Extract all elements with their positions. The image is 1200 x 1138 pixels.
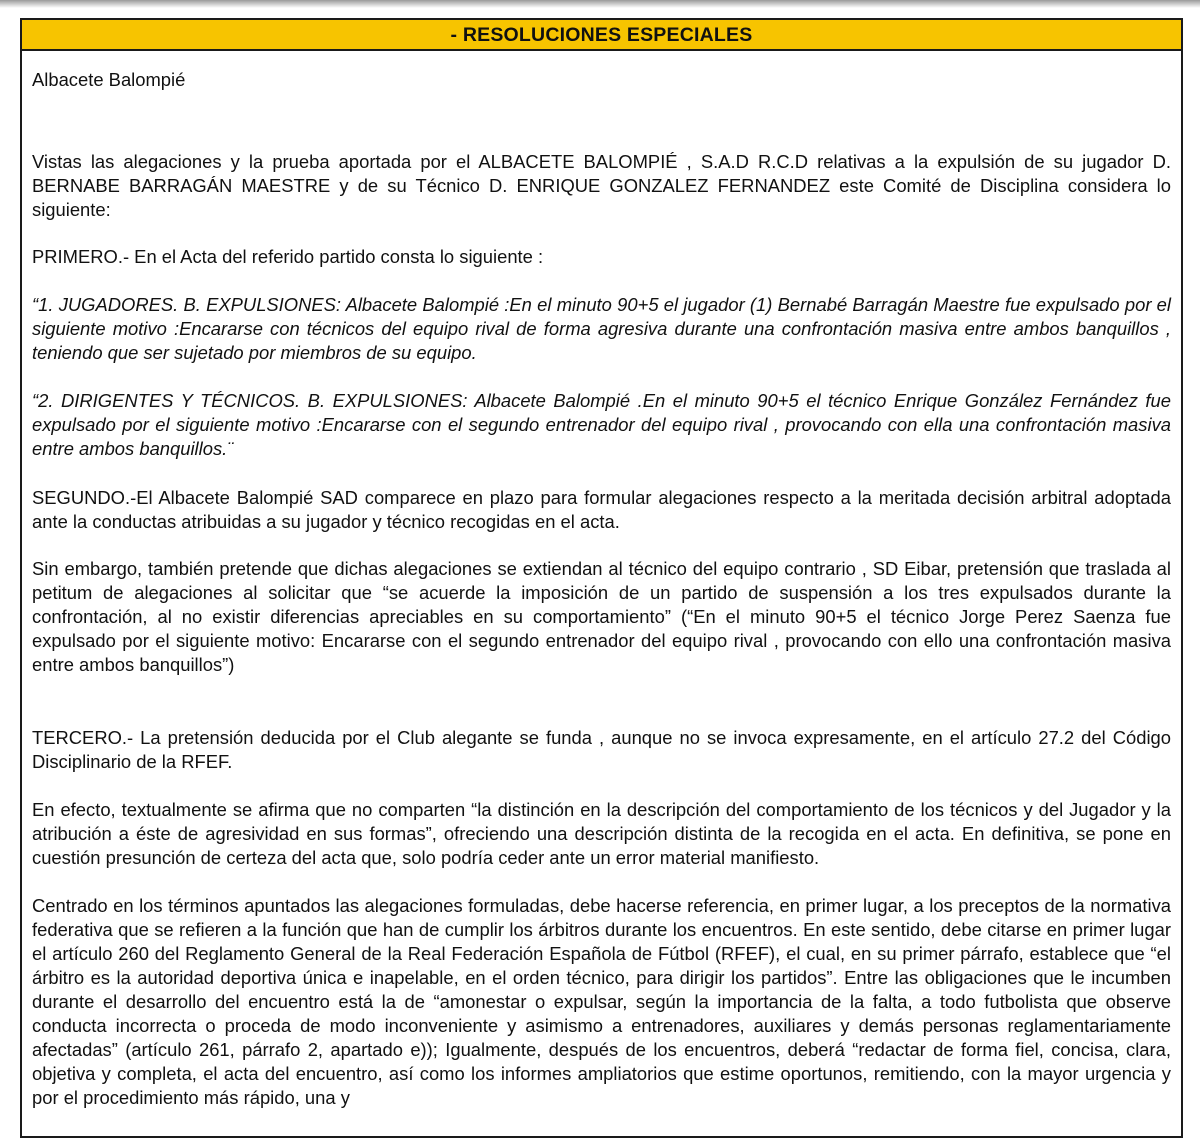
primero-paragraph: PRIMERO.- En el Acta del referido partido consta lo siguiente : <box>32 246 544 267</box>
document-body <box>22 68 1181 1110</box>
segundo-paragraph: SEGUNDO.-El Albacete Balompié SAD comparece en plazo para formular alegaciones respecto a la meritada decisión arbitral adoptada ante la conductas atribuidas a su jugador y técnico recogidas en el acta. <box>32 487 1171 532</box>
window-top-shadow <box>0 0 1200 8</box>
tercero-paragraph: TERCERO.- La pretensión deducida por el Club alegante se funda , aunque no se invoca expresamente, en el artículo 27.2 del Código Disciplinario de la RFEF. <box>32 727 1171 772</box>
centrado-paragraph: Centrado en los términos apuntados las alegaciones formuladas, debe hacerse referencia, en primer lugar, a los preceptos de la normativa federativa que se refieren a la función que han de cumplir los árbitros durante los encuentros. En este sentido, debe citarse en primer lugar el artículo 260 del Reglamento General de la Real Federación Española de Fútbol (RFEF), el cual, en su primer párrafo, establece que “el árbitro es la autoridad deportiva única e inapelable, en el orden técnico, para dirigir los partidos”. Entre las obligaciones que le incumben durante el desarrollo del encuentro está la de “amonestar o expulsar, según la importancia de la falta, a todo futbolista que observe conducta incorrecta o proceda de modo inconveniente y asimismo a entrenadores, auxiliares y demás personas reglamentariamente afectadas” (artículo 261, párrafo 2, apartado e)); Igualmente, después de los encuentros, deberá “redactar de forma fiel, concisa, clara, objetiva y completa, el acta del encuentro, así como los informes ampliatorios que estime oportunos, remitiendo, con la mayor urgencia y por el procedimiento más rápido, una y <box>32 895 1171 1108</box>
en-efecto-paragraph: En efecto, textualmente se afirma que no comparten “la distinción en la descripción del comportamiento de los técnicos y del Jugador y la atribución a éste de agresividad en sus formas”, ofreciendo una descripción distinta de la recogida en el acta. En definitiva, se pone en cuestión presunción de certeza del acta que, solo podría ceder ante un error material manifiesto. <box>32 799 1171 868</box>
document-frame <box>20 18 1183 1138</box>
intro-paragraph: Vistas las alegaciones y la prueba aportada por el ALBACETE BALOMPIÉ , S.A.D R.C.D relativas a la expulsión de su jugador D. BERNABE BARRAGÁN MAESTRE y de su Técnico D. ENRIQUE GONZALEZ FERNANDEZ este Comité de Disciplina considera lo siguiente: <box>32 151 1171 220</box>
club-name: Albacete Balompié <box>32 69 186 90</box>
acta-quote-jugadores: “1. JUGADORES. B. EXPULSIONES: Albacete Balompié :En el minuto 90+5 el jugador (1) Bernabé Barragán Maestre fue expulsado por el siguiente motivo :Encararse con técnicos del equipo rival de forma agresiva durante una confrontación masiva entre ambos banquillos , teniendo que ser sujetado por miembros de su equipo. <box>32 294 1171 363</box>
section-header: - RESOLUCIONES ESPECIALES <box>22 20 1181 51</box>
sin-embargo-paragraph: Sin embargo, también pretende que dichas alegaciones se extiendan al técnico del equipo contrario , SD Eibar, pretensión que traslada al petitum de alegaciones al solicitar que “se acuerde la imposición de un partido de suspensión a los tres expulsados durante la confrontación, al no existir diferencias apreciables en su comportamiento” (“En el minuto 90+5 el técnico Jorge Perez Saenza fue expulsado por el siguiente motivo: Encararse con el segundo entrenador del equipo rival , provocando con ello una confrontación masiva entre ambos banquillos”) <box>32 558 1171 675</box>
acta-quote-tecnicos: “2. DIRIGENTES Y TÉCNICOS. B. EXPULSIONES: Albacete Balompié .En el minuto 90+5 el técnico Enrique González Fernández fue expulsado por el siguiente motivo :Encararse con el segundo entrenador del equipo rival , provocando con ella una confrontación masiva entre ambos banquillos.¨ <box>32 390 1171 459</box>
